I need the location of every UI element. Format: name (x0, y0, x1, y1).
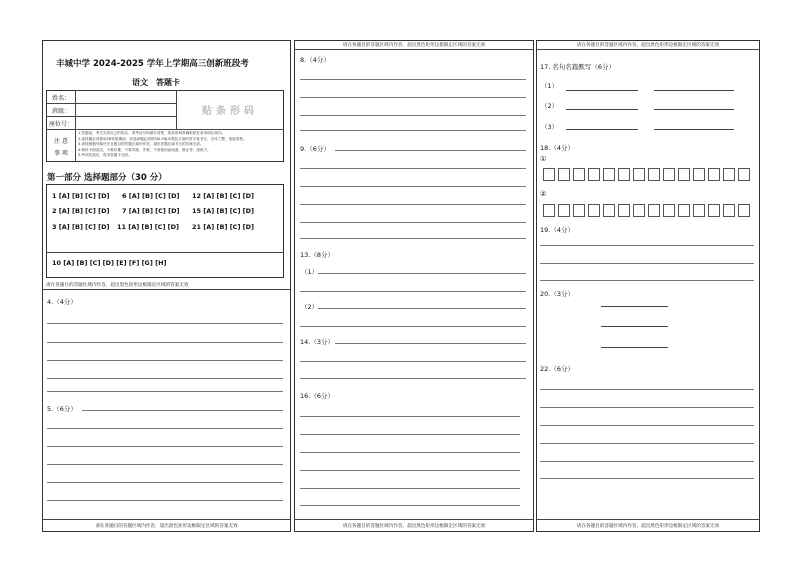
divider (42, 289, 291, 290)
answer-line[interactable] (300, 186, 526, 187)
answer-line[interactable] (540, 425, 754, 426)
answer-line[interactable] (82, 410, 283, 411)
grid-cell[interactable] (678, 168, 690, 181)
seat-label: 座位号： (49, 121, 74, 128)
question-13-part-2: （2） (301, 303, 319, 311)
question-18-part-b: ② (540, 190, 547, 198)
answer-line[interactable] (300, 130, 526, 131)
answer-line[interactable] (47, 360, 283, 361)
answer-line[interactable] (300, 434, 520, 435)
answer-line[interactable] (318, 273, 526, 274)
answer-line[interactable] (566, 90, 638, 91)
grid-cell[interactable] (603, 204, 615, 217)
grid-cell[interactable] (558, 168, 570, 181)
answer-line[interactable] (318, 308, 526, 309)
grid-cell[interactable] (588, 204, 600, 217)
question-14-label: 14.（3分） (300, 338, 334, 346)
notice-line: 1.答题前，考生先将自己的姓名、准考证号码填写清楚，将条形码准确粘贴在条形码区域内。 (78, 131, 226, 135)
grid-cell[interactable] (633, 204, 645, 217)
answer-line[interactable] (566, 109, 638, 110)
name-field[interactable] (77, 91, 174, 102)
answer-line[interactable] (47, 391, 283, 392)
grid-cell[interactable] (663, 168, 675, 181)
question-13-part-1: （1） (301, 268, 319, 276)
exam-subtitle: 语文 答题卡 (132, 78, 180, 87)
choice-1[interactable]: 1 [A] [B] [C] [D] (52, 192, 110, 200)
answer-line[interactable] (300, 97, 526, 98)
answer-line[interactable] (300, 416, 520, 417)
answer-line[interactable] (47, 482, 283, 483)
question-18-label: 18.（4分） (540, 144, 574, 152)
question-8-label: 8.（4分） (300, 56, 330, 64)
question-4-label: 4.（4分） (47, 298, 77, 306)
choice-3[interactable]: 3 [A] [B] [C] [D] (52, 223, 110, 231)
answer-line[interactable] (47, 464, 283, 465)
answer-line[interactable] (300, 488, 520, 489)
grid-cell[interactable] (648, 204, 660, 217)
grid-cell[interactable] (588, 168, 600, 181)
grid-cell[interactable] (708, 168, 720, 181)
grid-cell[interactable] (633, 168, 645, 181)
answer-line[interactable] (566, 129, 638, 130)
divider (75, 90, 76, 162)
grid-cell[interactable] (648, 168, 660, 181)
answer-line[interactable] (47, 323, 283, 324)
seat-field[interactable] (77, 117, 174, 128)
column-2-frame (294, 40, 534, 532)
section1-title: 第一部分 选择题部分（30 分） (47, 173, 167, 183)
answer-line[interactable] (540, 443, 754, 444)
header-notice: 请在各题目的答题区域内作答，超出黑色矩形边框限定区域的答案无效 (342, 43, 486, 48)
answer-line[interactable] (540, 407, 754, 408)
divider (294, 49, 534, 50)
grid-cell[interactable] (603, 168, 615, 181)
class-label: 班级： (52, 108, 71, 115)
grid-cell[interactable] (543, 204, 555, 217)
question-5-label: 5.（6分） (47, 405, 77, 413)
answer-line[interactable] (47, 446, 283, 447)
answer-line[interactable] (300, 470, 520, 471)
answer-line[interactable] (300, 222, 526, 223)
answer-line[interactable] (540, 263, 754, 264)
question-20-label: 20.（3分） (540, 290, 574, 298)
grid-cell[interactable] (618, 204, 630, 217)
grid-cell[interactable] (723, 168, 735, 181)
divider (46, 129, 284, 130)
grid-cell[interactable] (543, 168, 555, 181)
footer-notice: 请在各题目的答题区域内作答，超出黑色矩形边框限定区域的答案无效 (576, 524, 720, 529)
grid-cell[interactable] (708, 204, 720, 217)
writing-grid-b[interactable] (543, 204, 759, 222)
answer-line[interactable] (300, 238, 526, 239)
answer-line[interactable] (47, 342, 283, 343)
question-9-label: 9.（6分） (300, 145, 330, 153)
notice-line: 2.选择题必须使用2B铅笔填涂；非选择题必须使用0.5毫米黑色字迹的签字笔书写，字体工整、笔迹清楚。 (78, 136, 247, 141)
question-13-label: 13.（8分） (300, 251, 334, 259)
footer-notice: 请在各题目的答题区域内作答，超出黑色矩形边框限定区域的答案无效 (342, 524, 486, 529)
question-18-part-a: ① (540, 155, 547, 163)
answer-line[interactable] (47, 428, 283, 429)
answer-line[interactable] (300, 168, 526, 169)
notice-label-2: 事 项 (54, 150, 68, 157)
divider (176, 90, 177, 129)
grid-cell[interactable] (723, 204, 735, 217)
barcode-sticker-area (178, 92, 282, 127)
notice-line: 3.请按照题号顺序在各题目的答题区域内作答，超出答题区域书写的答案无效。 (78, 142, 204, 147)
grid-cell[interactable] (738, 168, 750, 181)
choice-21[interactable]: 21 [A] [B] [C] [D] (192, 223, 255, 231)
exam-title: 丰城中学 2024-2025 学年上学期高三创新班段考 (56, 59, 249, 69)
answer-line[interactable] (47, 500, 283, 501)
question-17-part-1: （1） (541, 82, 559, 90)
grid-cell[interactable] (573, 168, 585, 181)
answer-line[interactable] (601, 347, 668, 348)
answer-line[interactable] (601, 326, 668, 327)
answer-area-notice: 请在各题目的答题区域内作答，超出黑色矩形边框限定区域的答案无效 (46, 283, 189, 288)
grid-cell[interactable] (693, 168, 705, 181)
choice-11[interactable]: 11 [A] [B] [C] [D] (117, 223, 180, 231)
grid-cell[interactable] (678, 204, 690, 217)
answer-line[interactable] (335, 343, 526, 344)
choice-2[interactable]: 2 [A] [B] [C] [D] (52, 207, 110, 215)
answer-line[interactable] (540, 280, 754, 281)
writing-grid-a[interactable] (543, 168, 759, 186)
answer-line[interactable] (300, 505, 520, 506)
question-17-part-2: （2） (541, 102, 559, 110)
question-19-label: 19.（4分） (540, 226, 574, 234)
header-notice: 请在各题目的答题区域内作答，超出黑色矩形边框限定区域的答案无效 (576, 43, 720, 48)
choice-7[interactable]: 7 [A] [B] [C] [D] (122, 207, 180, 215)
grid-cell[interactable] (573, 204, 585, 217)
answer-line[interactable] (540, 461, 754, 462)
grid-cell[interactable] (558, 204, 570, 217)
answer-line[interactable] (300, 204, 526, 205)
answer-line[interactable] (300, 79, 526, 80)
grid-cell[interactable] (738, 204, 750, 217)
choice-6[interactable]: 6 [A] [B] [C] [D] (122, 192, 180, 200)
column-3-frame (536, 40, 760, 532)
answer-line[interactable] (335, 150, 526, 151)
answer-line[interactable] (540, 389, 754, 390)
answer-line[interactable] (540, 245, 754, 246)
question-17-part-3: （3） (541, 123, 559, 131)
question-22-label: 22.（6分） (540, 365, 574, 373)
grid-cell[interactable] (618, 168, 630, 181)
answer-line[interactable] (300, 378, 526, 379)
notice-list (78, 131, 282, 159)
grid-cell[interactable] (663, 204, 675, 217)
notice-label-1: 注 意 (54, 138, 68, 145)
answer-line[interactable] (300, 291, 526, 292)
notice-line: 4.保持卡面清洁，不要折叠、不要弄破、弄皱，不准使用涂改液、修正带、刮纸刀。 (78, 147, 211, 152)
name-label: 姓名： (52, 95, 71, 102)
divider (536, 49, 760, 50)
answer-line[interactable] (300, 115, 526, 116)
choice-15[interactable]: 15 [A] [B] [C] [D] (192, 207, 255, 215)
answer-line[interactable] (654, 129, 734, 130)
footer-notice: 请在各题目的答题区域内作答，超出黑色矩形边框限定区域的答案无效 (95, 524, 238, 529)
divider (42, 519, 291, 520)
divider (536, 519, 760, 520)
divider (294, 519, 534, 520)
answer-line[interactable] (300, 326, 526, 327)
question-17-label: 17. 名句名篇默写（6分） (540, 63, 616, 71)
notice-line: 5.考试结束后，将本答题卡交回。 (78, 153, 132, 158)
divider (46, 252, 284, 253)
answer-line[interactable] (601, 306, 668, 307)
answer-line[interactable] (300, 452, 520, 453)
answer-line[interactable] (47, 378, 283, 379)
choice-10[interactable]: 10 [A] [B] [C] [D] [E] [F] [G] [H] (52, 259, 167, 267)
choice-12[interactable]: 12 [A] [B] [C] [D] (192, 192, 255, 200)
answer-line[interactable] (654, 109, 734, 110)
answer-line[interactable] (300, 361, 526, 362)
grid-cell[interactable] (693, 204, 705, 217)
answer-line[interactable] (540, 478, 754, 479)
answer-line[interactable] (654, 90, 734, 91)
class-field[interactable] (77, 104, 174, 115)
sticker-text: 贴条形码 (202, 106, 258, 117)
question-16-label: 16.（6分） (300, 392, 334, 400)
